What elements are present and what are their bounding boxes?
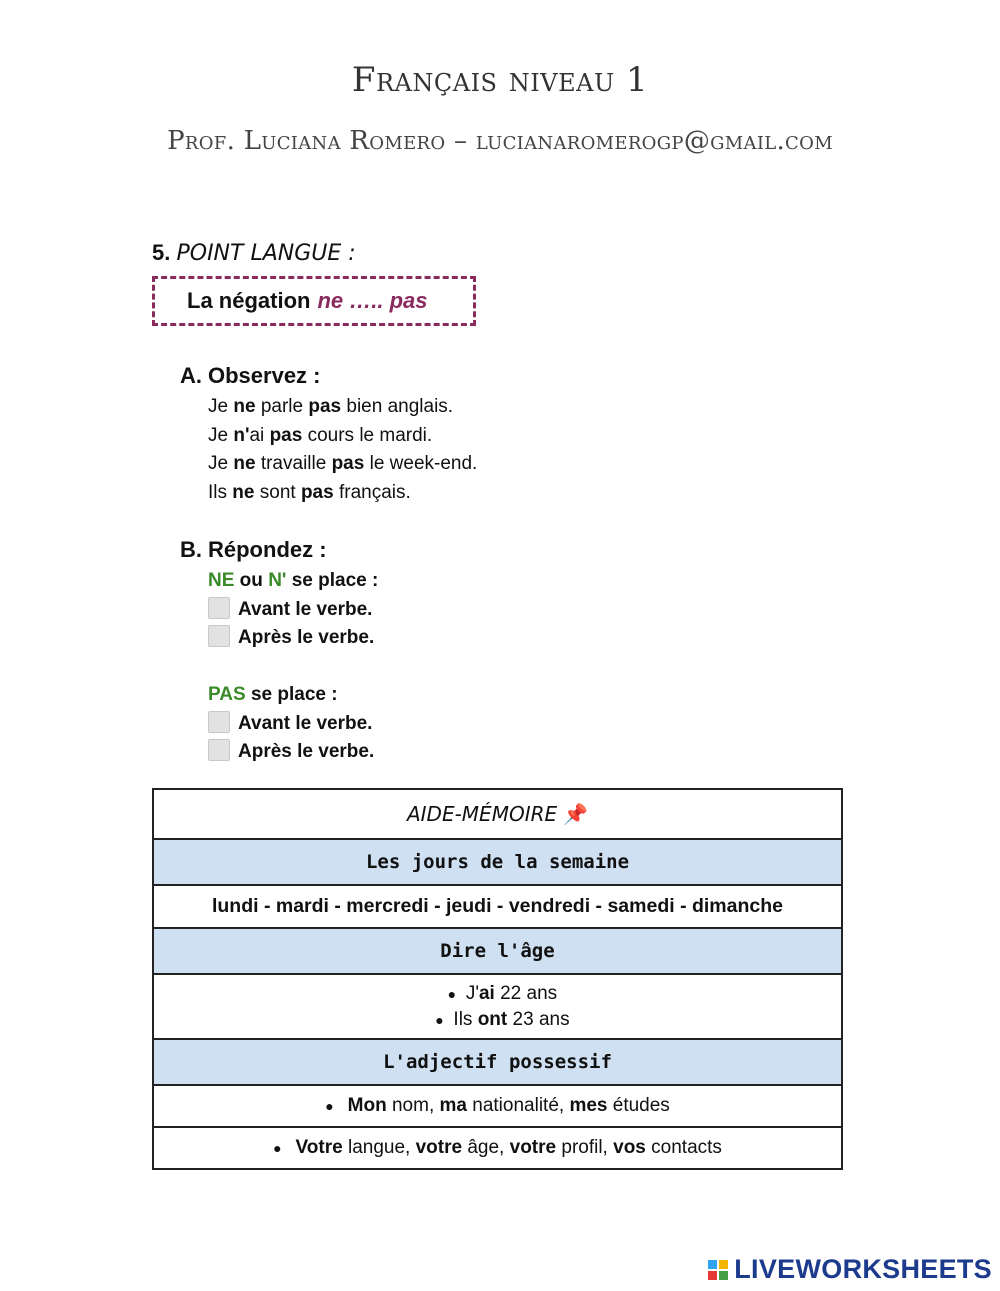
memo-title-row xyxy=(153,789,842,839)
section-heading xyxy=(152,240,356,266)
keyword-ne: NE xyxy=(208,570,235,591)
text: 22 ans xyxy=(494,982,558,1004)
bullet-icon: ● xyxy=(273,1140,282,1156)
bullet-icon: ● xyxy=(325,1098,334,1114)
respond-title: Répondez : xyxy=(208,537,327,562)
age-row xyxy=(153,974,842,1039)
text: bien anglais. xyxy=(341,396,454,417)
text-bold: pas xyxy=(300,481,334,503)
text-bold: pas xyxy=(269,424,303,446)
text: Je xyxy=(208,396,234,417)
possessive-row-2 xyxy=(153,1127,842,1169)
text-bold: ne xyxy=(232,481,255,503)
possessive-header: L'adjectif possessif xyxy=(153,1039,842,1085)
text-bold: ma xyxy=(439,1095,467,1116)
checkbox-pas-before[interactable] xyxy=(208,711,230,733)
possessive-row-1 xyxy=(153,1085,842,1127)
text-bold: n' xyxy=(233,424,250,446)
option-label: Après le verbe. xyxy=(238,741,375,762)
text: français. xyxy=(333,481,411,503)
text: le week-end. xyxy=(364,453,478,474)
text: Je xyxy=(208,453,234,474)
age-header: Dire l'âge xyxy=(153,928,842,974)
option-row[interactable] xyxy=(208,596,378,625)
checkbox-ne-before[interactable] xyxy=(208,597,230,619)
text-bold: mes xyxy=(569,1095,608,1116)
question-pas xyxy=(208,681,378,710)
text-bold: pas xyxy=(331,453,365,474)
text-bold: vos xyxy=(613,1137,646,1158)
example-line xyxy=(208,450,477,479)
logo-square xyxy=(708,1260,717,1269)
option-row[interactable] xyxy=(208,710,378,739)
option-row[interactable] xyxy=(208,738,378,767)
text-bold: ai xyxy=(478,982,495,1004)
text: ai xyxy=(249,424,270,446)
list-item xyxy=(154,1007,841,1033)
days-list: lundi - mardi - mercredi - jeudi - vendredi - samedi - dimanche xyxy=(153,885,842,928)
negation-box xyxy=(152,276,476,326)
text-bold: votre xyxy=(415,1137,463,1158)
option-label: Avant le verbe. xyxy=(238,598,373,620)
section-number: 5. xyxy=(152,240,171,265)
text-bold: votre xyxy=(509,1137,557,1158)
option-row[interactable] xyxy=(208,624,378,653)
spacer xyxy=(208,653,378,682)
text: ou xyxy=(234,570,269,591)
checkbox-pas-after[interactable] xyxy=(208,739,230,761)
days-header: Les jours de la semaine xyxy=(153,839,842,885)
memo-title-cell xyxy=(153,789,842,839)
text-bold: Votre xyxy=(295,1137,343,1158)
text: Ils xyxy=(208,481,233,503)
respond-heading xyxy=(180,537,327,563)
respond-letter: B. xyxy=(180,537,202,562)
age-header-row xyxy=(153,928,842,974)
text: nom, xyxy=(386,1095,440,1116)
logo-square xyxy=(719,1260,728,1269)
text: J' xyxy=(465,982,479,1004)
text: sont xyxy=(254,481,301,503)
days-header-row xyxy=(153,839,842,885)
example-line xyxy=(208,422,477,451)
observe-letter: A. xyxy=(180,363,202,388)
logo-square xyxy=(719,1271,728,1280)
memo-title: AIDE-MÉMOIRE xyxy=(406,802,558,826)
possessive-header-row xyxy=(153,1039,842,1085)
possessive-cell-1 xyxy=(153,1085,842,1127)
text: nationalité, xyxy=(466,1095,570,1116)
text: parle xyxy=(255,396,309,417)
text: Ils xyxy=(453,1008,478,1030)
observe-examples xyxy=(208,393,477,507)
page-title: Français niveau 1 xyxy=(351,60,649,100)
text: âge, xyxy=(462,1137,510,1158)
logo-text: LIVEWORKSHEETS xyxy=(734,1254,992,1284)
pushpin-icon: 📌 xyxy=(563,802,589,826)
text-bold: ne xyxy=(233,396,256,417)
text: travaille xyxy=(255,453,332,474)
text-bold: ont xyxy=(477,1008,508,1030)
text: langue, xyxy=(342,1137,416,1158)
example-line xyxy=(208,479,477,508)
question-ne xyxy=(208,567,378,596)
text: se place : xyxy=(245,684,338,705)
age-list xyxy=(154,981,841,1033)
keyword-pas: PAS xyxy=(208,684,246,705)
list-item xyxy=(154,981,841,1007)
text: se place : xyxy=(286,570,379,591)
respond-questions xyxy=(208,567,378,767)
age-cell xyxy=(153,974,842,1039)
negation-label: La négation xyxy=(187,288,311,313)
observe-heading xyxy=(180,363,321,389)
text-bold: pas xyxy=(308,396,342,417)
option-label: Après le verbe. xyxy=(238,627,375,648)
option-label: Avant le verbe. xyxy=(238,712,373,734)
logo-square xyxy=(708,1271,717,1280)
example-line xyxy=(208,393,477,422)
negation-pattern: ne ….. pas xyxy=(317,288,428,313)
memo-table xyxy=(152,788,843,1170)
text-bold: Mon xyxy=(347,1095,387,1116)
keyword-n: N' xyxy=(268,570,287,591)
text: profil, xyxy=(556,1137,614,1158)
days-row xyxy=(153,885,842,928)
observe-title: Observez : xyxy=(208,363,321,388)
text: contacts xyxy=(645,1137,722,1158)
logo-icon xyxy=(708,1260,728,1280)
checkbox-ne-after[interactable] xyxy=(208,625,230,647)
text: études xyxy=(607,1095,670,1116)
page-subtitle: Prof. Luciana Romero – lucianaromerogp@gmail.com xyxy=(167,126,833,156)
possessive-cell-2 xyxy=(153,1127,842,1169)
text: cours le mardi. xyxy=(302,424,433,446)
text-bold: ne xyxy=(233,453,256,474)
section-name: POINT LANGUE : xyxy=(176,241,356,266)
text: Je xyxy=(208,424,234,446)
text: 23 ans xyxy=(507,1008,570,1030)
liveworksheets-logo[interactable] xyxy=(708,1254,992,1285)
